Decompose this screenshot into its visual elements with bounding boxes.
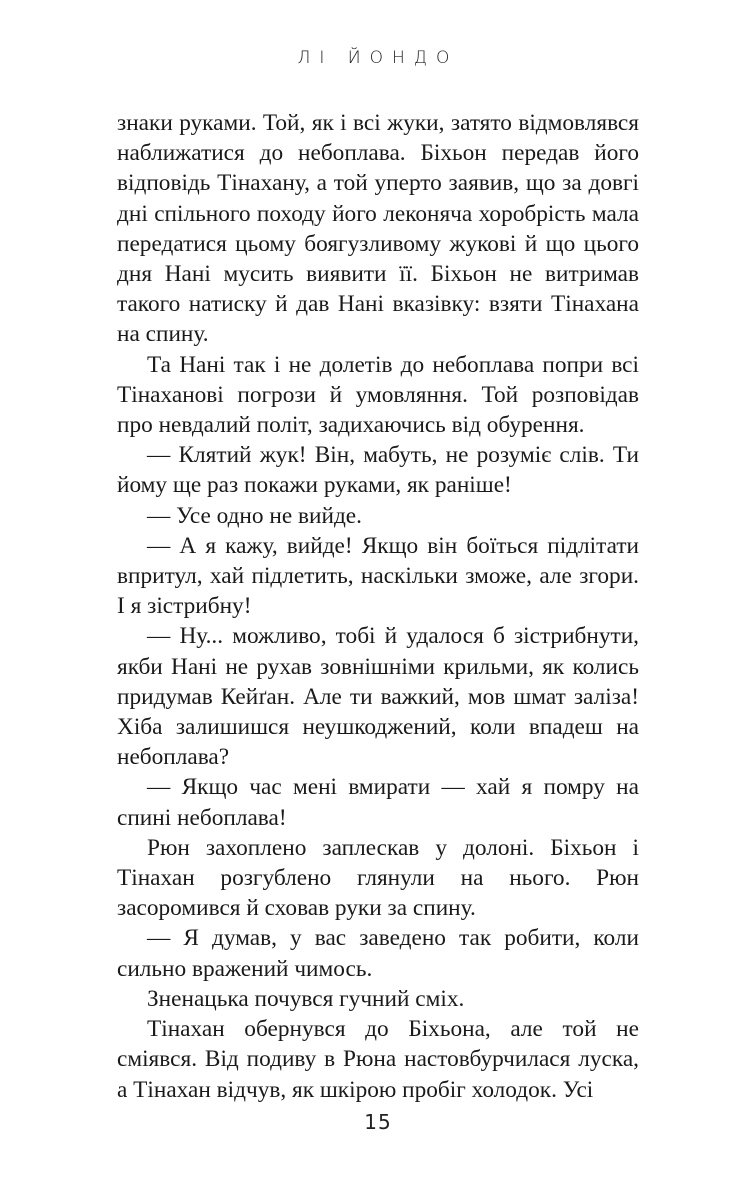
- body-text: [117, 108, 639, 1105]
- running-header: ЛІ ЙОНДО: [297, 48, 459, 68]
- paragraph-2: Та Нані так і не долетів до небоплава попри всі Тінаханові погрози й умовляння. Той розповідав про невдалий політ, задихаючись від обурення.: [117, 351, 639, 439]
- paragraph-10: Зненацька почувся гучний сміх.: [147, 985, 465, 1012]
- paragraph-3: — Клятий жук! Він, мабуть, не розуміє слів. Ти йому ще раз покажи руками, як раніше!: [117, 442, 639, 499]
- paragraph-8: Рюн захоплено заплескав у долоні. Біхьон і Тінахан розгублено глянули на нього. Рюн засоромився й сховав руки за спину.: [117, 834, 639, 922]
- page-number: 15: [364, 1110, 392, 1134]
- paragraph-9: — Я думав, у вас заведено так робити, коли сильно вражений чимось.: [117, 925, 639, 982]
- paragraph-4: — Усе одно не вийде.: [147, 502, 362, 529]
- paragraph-7: — Якщо час мені вмирати — хай я помру на спині небоплава!: [117, 774, 639, 831]
- paragraph-1: знаки руками. Той, як і всі жуки, затято відмовлявся наближатися до небоплава. Біхьон передав його відповідь Тінахану, а той уперто заявив, що за довгі дні спільного походу його леконяча хоробрість мала передатися цьому боягузливому жукові й що цього дня Нані мусить виявити її. Біхьон не витримав такого натиску й дав Нані вказівку: взяти Тінахана на спину.: [117, 110, 639, 348]
- paragraph-5: — А я кажу, вийде! Якщо він боїться підлітати впритул, хай підлетить, наскільки зможе, але згори. І я зістрибну!: [117, 532, 639, 620]
- paragraph-11: Тінахан обернувся до Біхьона, але той не сміявся. Від подиву в Рюна настовбурчилася луска, а Тінахан відчув, як шкірою пробіг холодок. Усі: [117, 1016, 639, 1103]
- paragraph-6: — Ну... можливо, тобі й удалося б зістрибнути, якби Нані не рухав зовнішніми крильми, як колись придумав Кейґан. Але ти важкий, мов шмат заліза! Хіба залишишся неушкоджений, коли впадеш на небоплава?: [117, 623, 639, 771]
